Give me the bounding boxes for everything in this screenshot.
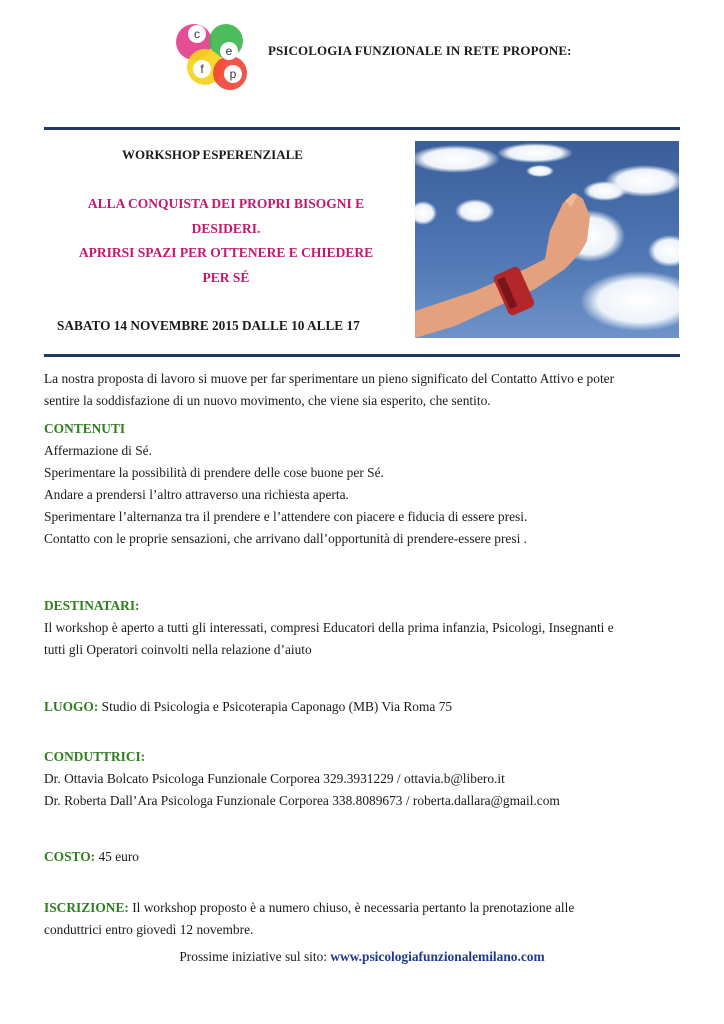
iscrizione-line: Il workshop proposto è a numero chiuso, è necessaria pertanto la prenotazione alle	[132, 900, 575, 915]
luogo-value: Studio di Psicologia e Psicoterapia Caponago (MB) Via Roma 75	[101, 699, 453, 714]
destinatari-line: tutti gli Operatori coinvolti nella relazione d’aiuto	[44, 642, 312, 657]
iscrizione-label: ISCRIZIONE:	[44, 900, 129, 915]
bottom-divider	[44, 354, 680, 357]
header-title: PSICOLOGIA FUNZIONALE IN RETE PROPONE:	[268, 43, 572, 58]
destinatari-heading: DESTINATARI:	[44, 598, 140, 613]
footer-prefix: Prossime iniziative sul sito:	[179, 949, 328, 964]
conduttrice-item: Dr. Ottavia Bolcato Psicologa Funzionale Corporea 329.3931229 / ottavia.b@libero.it	[44, 771, 505, 786]
logo-letter-p: p	[229, 67, 237, 81]
destinatari-section	[44, 595, 684, 661]
logo-letter-e: e	[225, 44, 233, 58]
contenuti-section	[44, 418, 684, 550]
top-divider	[44, 127, 680, 130]
workshop-title-line: APRIRSI SPAZI PER OTTENERE E CHIEDERE	[78, 245, 374, 260]
intro-paragraph	[44, 368, 684, 412]
workshop-title	[56, 192, 396, 290]
conduttrice-item: Dr. Roberta Dall’Ara Psicologa Funzionale Corporea 338.8089673 / roberta.dallara@gmail.com	[44, 793, 560, 808]
conduttrici-section	[44, 746, 684, 812]
logo-letter-c: c	[194, 27, 200, 41]
intro-line: sentire la soddisfazione di un nuovo movimento, che viene sia esperito, che sentito.	[44, 393, 491, 408]
workshop-date: SABATO 14 NOVEMBRE 2015 DALLE 10 ALLE 17	[57, 318, 360, 333]
workshop-title-line: ALLA CONQUISTA DEI PROPRI BISOGNI E	[87, 196, 365, 211]
costo-value: 45 euro	[98, 849, 140, 864]
website-link[interactable]: www.psicologiafunzionalemilano.com	[330, 949, 545, 964]
contenuti-item: Andare a prendersi l’altro attraverso una richiesta aperta.	[44, 487, 349, 502]
contenuti-heading: CONTENUTI	[44, 421, 126, 436]
workshop-title-line: DESIDERI.	[191, 220, 261, 236]
costo-section	[44, 846, 684, 868]
contenuti-item: Contatto con le proprie sensazioni, che arrivano dall’opportunità di prendere-essere presi .	[44, 531, 528, 546]
iscrizione-section	[44, 897, 684, 941]
cefp-logo	[172, 12, 252, 98]
luogo-section	[44, 696, 684, 718]
contenuti-item: Sperimentare la possibilità di prendere delle cose buone per Sé.	[44, 465, 384, 480]
destinatari-line: Il workshop è aperto a tutti gli interessati, compresi Educatori della prima infanzia, Psicologi, Insegnanti e	[44, 620, 614, 635]
hand-cloud-photo	[415, 141, 679, 338]
costo-label: COSTO:	[44, 849, 96, 864]
intro-line: La nostra proposta di lavoro si muove per far sperimentare un pieno significato del Contatto Attivo e poter	[44, 371, 615, 386]
iscrizione-line: conduttrici entro giovedì 12 novembre.	[44, 922, 254, 937]
logo-letter-f: f	[200, 62, 204, 76]
workshop-type: WORKSHOP ESPERENZIALE	[122, 147, 303, 162]
conduttrici-heading: CONDUTTRICI:	[44, 749, 146, 764]
footer	[0, 946, 724, 968]
luogo-label: LUOGO:	[44, 699, 99, 714]
contenuti-item: Sperimentare l’alternanza tra il prendere e l’attendere con piacere e fiducia di essere presi.	[44, 509, 528, 524]
workshop-title-line: PER SÉ	[202, 269, 250, 285]
contenuti-item: Affermazione di Sé.	[44, 443, 152, 458]
